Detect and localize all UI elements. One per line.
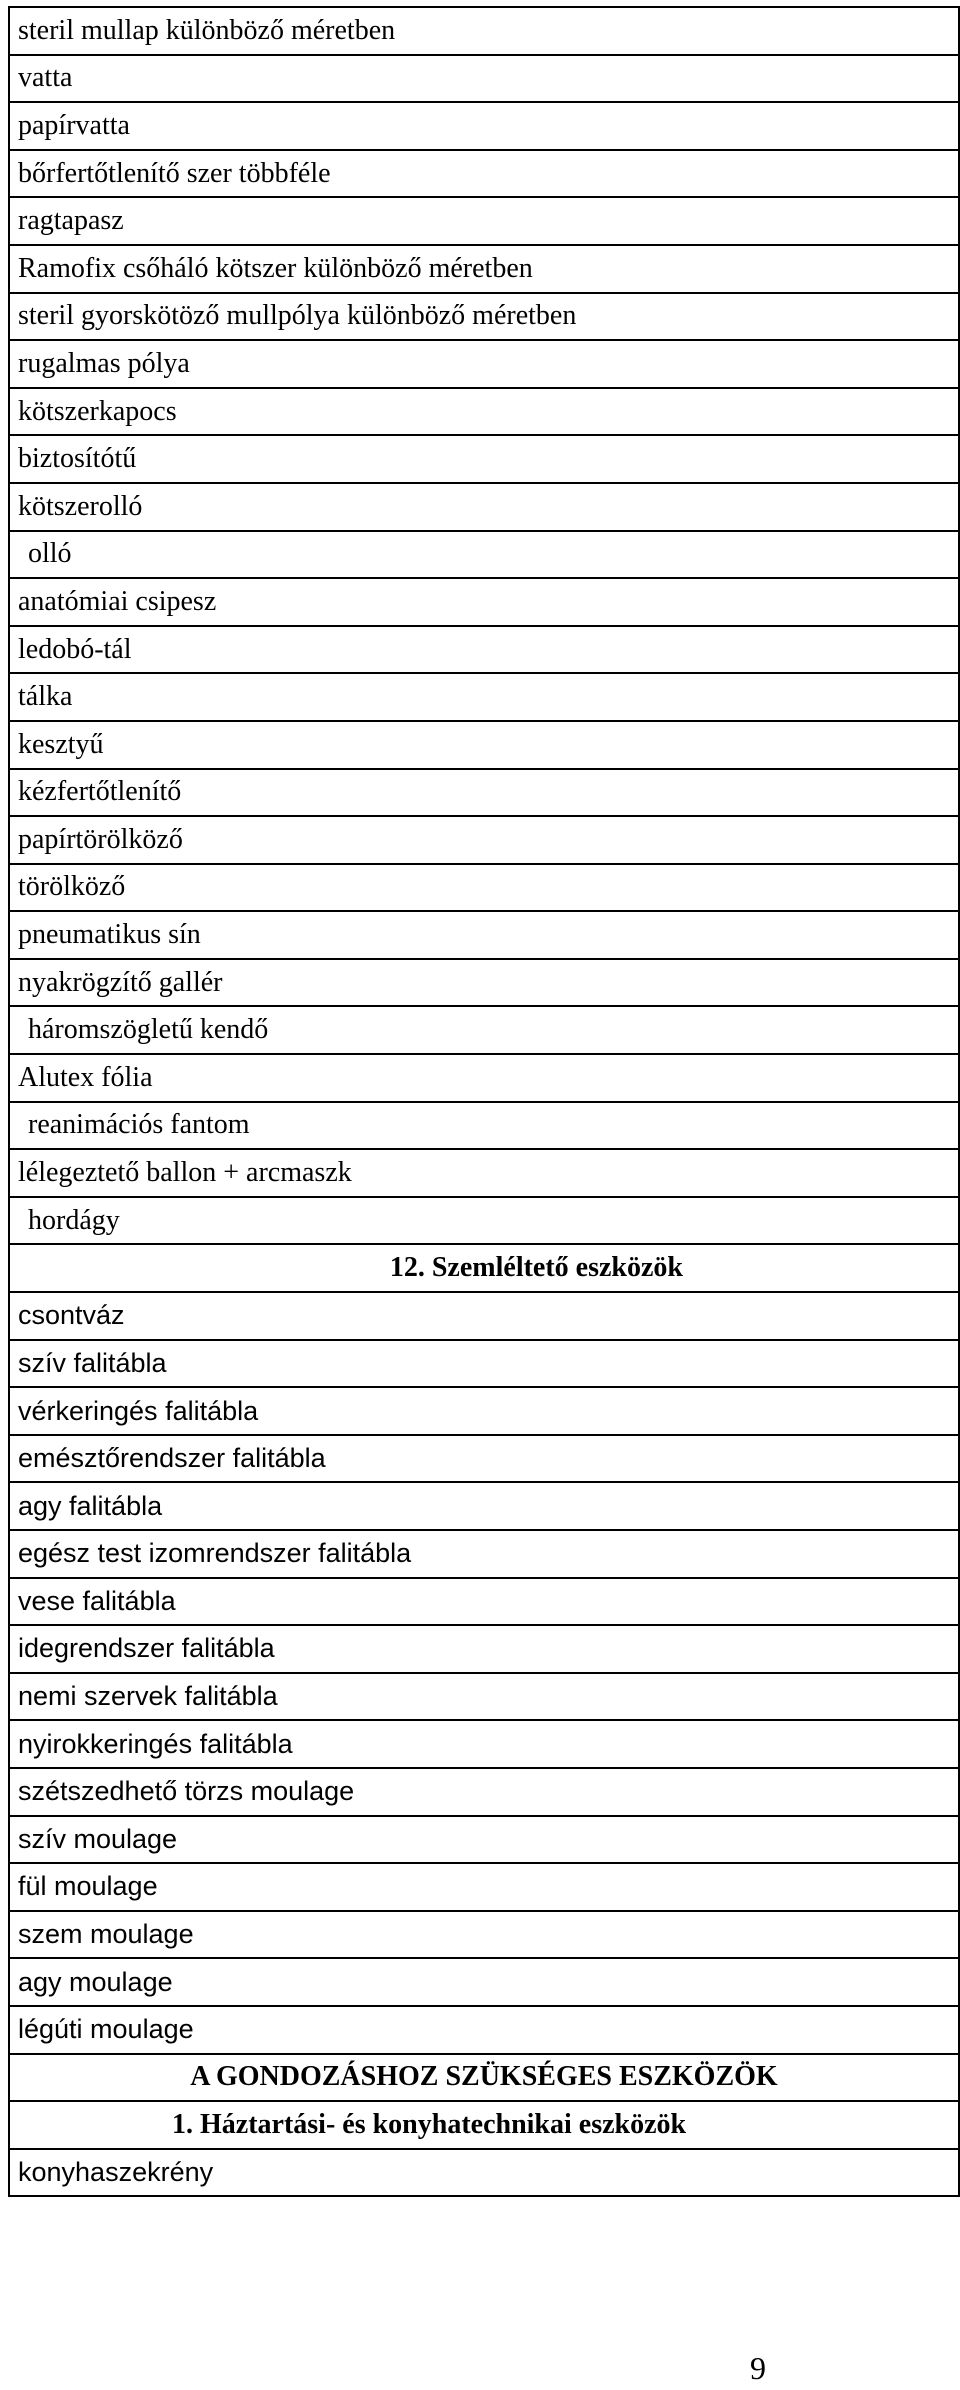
table-row xyxy=(9,1340,959,1388)
table-row xyxy=(9,2149,959,2197)
table-row xyxy=(9,626,959,674)
list-item: papírtörölköző xyxy=(9,816,959,864)
list-item: nyirokkeringés falitábla xyxy=(9,1720,959,1768)
list-item: Alutex fólia xyxy=(9,1054,959,1102)
table-row xyxy=(9,1244,959,1292)
table-row xyxy=(9,55,959,103)
table-row xyxy=(9,1292,959,1340)
table-row xyxy=(9,293,959,341)
list-item: egész test izomrendszer falitábla xyxy=(9,1530,959,1578)
table-row xyxy=(9,1816,959,1864)
sub-heading: 1. Háztartási- és konyhatechnikai eszközök xyxy=(9,2101,959,2149)
list-item: pneumatikus sín xyxy=(9,911,959,959)
list-item: fül moulage xyxy=(9,1863,959,1911)
list-item: kézfertőtlenítő xyxy=(9,769,959,817)
table-row xyxy=(9,102,959,150)
list-item: háromszögletű kendő xyxy=(9,1006,959,1054)
list-item: szív falitábla xyxy=(9,1340,959,1388)
table-row xyxy=(9,2006,959,2054)
list-item: vatta xyxy=(9,55,959,103)
list-item: ledobó-tál xyxy=(9,626,959,674)
table-row xyxy=(9,2101,959,2149)
table-row xyxy=(9,340,959,388)
equipment-table xyxy=(8,6,960,2197)
table-row xyxy=(9,769,959,817)
table-row xyxy=(9,7,959,55)
list-item: lélegeztető ballon + arcmaszk xyxy=(9,1149,959,1197)
table-row xyxy=(9,578,959,626)
table-row xyxy=(9,1102,959,1150)
table-row xyxy=(9,959,959,1007)
list-item: Ramofix csőháló kötszer különböző méretben xyxy=(9,245,959,293)
table-row xyxy=(9,1054,959,1102)
table-row xyxy=(9,150,959,198)
table-row xyxy=(9,911,959,959)
list-item: steril mullap különböző méretben xyxy=(9,7,959,55)
page-number: 9 xyxy=(750,2350,766,2386)
list-item: agy moulage xyxy=(9,1958,959,2006)
list-item: steril gyorskötöző mullpólya különböző méretben xyxy=(9,293,959,341)
section-heading: 12. Szemléltető eszközök xyxy=(9,1244,959,1292)
table-row xyxy=(9,673,959,721)
table-row xyxy=(9,1911,959,1959)
table-row xyxy=(9,1530,959,1578)
list-item: kötszerkapocs xyxy=(9,388,959,436)
list-item: idegrendszer falitábla xyxy=(9,1625,959,1673)
list-item: nemi szervek falitábla xyxy=(9,1673,959,1721)
list-item: bőrfertőtlenítő szer többféle xyxy=(9,150,959,198)
table-row xyxy=(9,1149,959,1197)
list-item: kötszerolló xyxy=(9,483,959,531)
list-item: vérkeringés falitábla xyxy=(9,1387,959,1435)
list-item: agy falitábla xyxy=(9,1482,959,1530)
table-row xyxy=(9,2054,959,2102)
table-row xyxy=(9,1197,959,1245)
list-item: biztosítótű xyxy=(9,435,959,483)
table-row xyxy=(9,245,959,293)
table-row xyxy=(9,1958,959,2006)
list-item: szem moulage xyxy=(9,1911,959,1959)
list-item: ragtapasz xyxy=(9,197,959,245)
list-item: szétszedhető törzs moulage xyxy=(9,1768,959,1816)
list-item: konyhaszekrény xyxy=(9,2149,959,2197)
list-item: hordágy xyxy=(9,1197,959,1245)
table-row xyxy=(9,1768,959,1816)
table-row xyxy=(9,197,959,245)
table-row xyxy=(9,1673,959,1721)
table-row xyxy=(9,721,959,769)
table-row xyxy=(9,1625,959,1673)
table-row xyxy=(9,1578,959,1626)
table-row xyxy=(9,1863,959,1911)
table-row xyxy=(9,1720,959,1768)
table-row xyxy=(9,1482,959,1530)
table-row xyxy=(9,1387,959,1435)
list-item: nyakrögzítő gallér xyxy=(9,959,959,1007)
list-item: vese falitábla xyxy=(9,1578,959,1626)
table-row xyxy=(9,864,959,912)
table-row xyxy=(9,531,959,579)
list-item: légúti moulage xyxy=(9,2006,959,2054)
list-item: papírvatta xyxy=(9,102,959,150)
list-item: olló xyxy=(9,531,959,579)
list-item: kesztyű xyxy=(9,721,959,769)
table-row xyxy=(9,816,959,864)
table-row xyxy=(9,1006,959,1054)
table-row xyxy=(9,483,959,531)
list-item: törölköző xyxy=(9,864,959,912)
list-item: rugalmas pólya xyxy=(9,340,959,388)
list-item: tálka xyxy=(9,673,959,721)
table-row xyxy=(9,388,959,436)
list-item: szív moulage xyxy=(9,1816,959,1864)
list-item: anatómiai csipesz xyxy=(9,578,959,626)
main-heading: A GONDOZÁSHOZ SZÜKSÉGES ESZKÖZÖK xyxy=(9,2054,959,2102)
list-item: reanimációs fantom xyxy=(9,1102,959,1150)
list-item: csontváz xyxy=(9,1292,959,1340)
table-row xyxy=(9,1435,959,1483)
list-item: emésztőrendszer falitábla xyxy=(9,1435,959,1483)
table-row xyxy=(9,435,959,483)
